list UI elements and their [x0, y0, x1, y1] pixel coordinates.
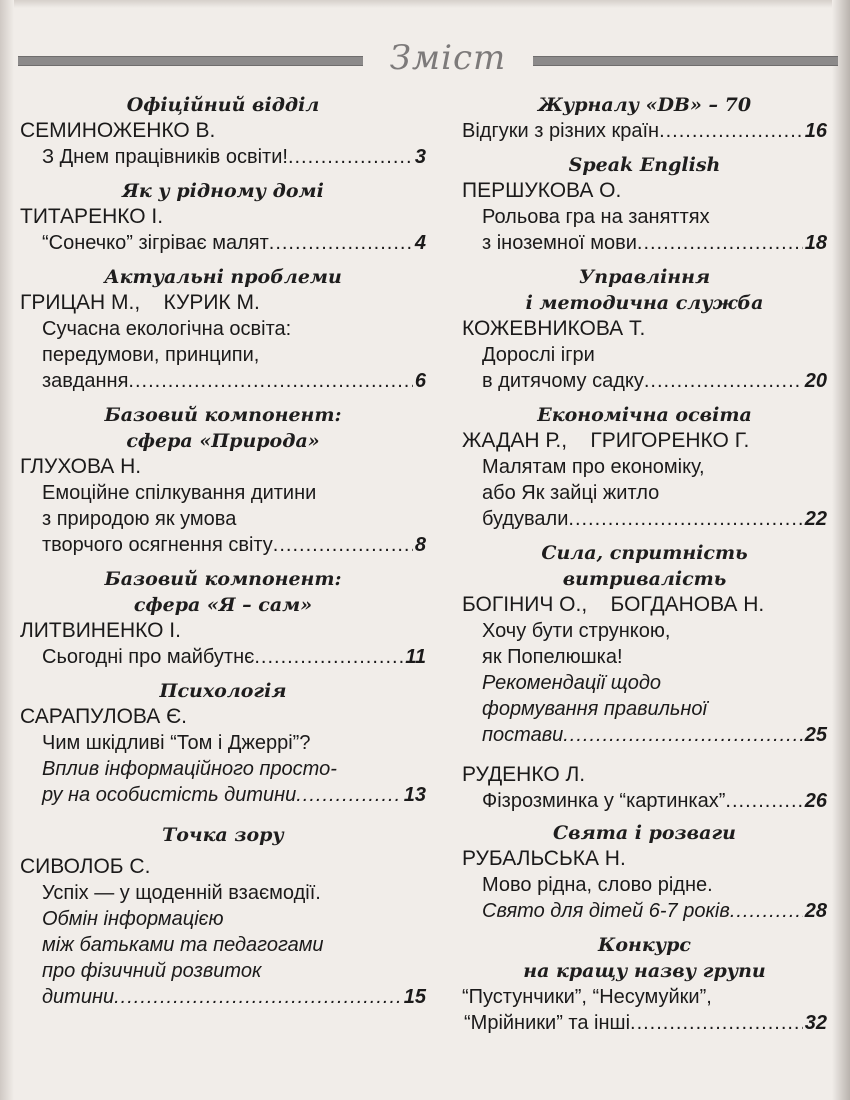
toc-entry[interactable]: дитини ..... 15: [20, 984, 426, 1010]
toc-section: [462, 92, 827, 144]
section-heading: Точка зору: [162, 824, 284, 846]
entry-line[interactable]: або Як зайці житло: [482, 482, 660, 504]
section-heading: Свята і розваги: [553, 822, 736, 844]
section-heading: на кращу назву групи: [523, 960, 766, 982]
page-number: 20: [804, 370, 827, 392]
page-edge-top: [0, 0, 850, 8]
author: РУБАЛЬСЬКА Н.: [462, 847, 626, 870]
entry-line[interactable]: Хочу бути стрункою,: [482, 620, 671, 642]
section-heading: Журналу «DB» – 70: [537, 94, 752, 116]
toc-entry[interactable]: творчого осягнення світу ..... 8: [20, 532, 426, 558]
author: ПЕРШУКОВА О.: [462, 179, 622, 202]
page-number: 11: [405, 646, 426, 668]
section-heading: Офіційний відділ: [126, 94, 320, 116]
entry-line[interactable]: Рольова гра на заняттях: [482, 206, 710, 228]
author: ЖАДАН Р., ГРИГОРЕНКО Г.: [462, 429, 750, 452]
page-number: 4: [414, 232, 426, 254]
entry-line[interactable]: Рекомендації щодо: [482, 672, 662, 694]
entry-line[interactable]: Чим шкідливі “Том і Джеррі”?: [42, 732, 311, 754]
toc-entry[interactable]: Фізрозминка у “картинках” ..... 26: [462, 788, 827, 814]
toc-section: [20, 402, 426, 558]
entry-line[interactable]: Малятам про економіку,: [482, 456, 705, 478]
toc-section: [20, 178, 426, 256]
section-heading: Управління: [578, 266, 711, 288]
section-heading: Базовий компонент:: [104, 404, 342, 426]
toc-entry[interactable]: в дитячому садку ..... 20: [462, 368, 827, 394]
toc-entry[interactable]: завдання ..... 6: [20, 368, 426, 394]
toc-entry[interactable]: постави ..... 25: [462, 722, 827, 748]
section-heading: Сила, спритність: [541, 542, 748, 564]
entry-line[interactable]: формування правильної: [482, 698, 707, 720]
page-number: 28: [804, 900, 827, 922]
title-rule-left: [18, 56, 363, 66]
page-number: 25: [804, 724, 827, 746]
entry-line[interactable]: Дорослі ігри: [482, 344, 595, 366]
toc-right-column: [462, 92, 827, 1036]
toc-section: [462, 540, 827, 748]
page-number: 8: [414, 534, 426, 556]
toc-entry[interactable]: Сьогодні про майбутнє ..... 11: [20, 644, 426, 670]
section-heading: Конкурс: [598, 934, 691, 956]
entry-line[interactable]: як Попелюшка!: [482, 646, 623, 668]
entry-line[interactable]: Успіх — у щоденній взаємодії.: [42, 882, 321, 904]
entry-line[interactable]: Сучасна екологічна освіта:: [42, 318, 292, 340]
toc-entry[interactable]: з іноземної мови ..... 18: [462, 230, 827, 256]
toc-section: [462, 820, 827, 924]
entry-line[interactable]: Вплив інформаційного просто-: [42, 758, 337, 780]
author: ГРИЦАН М., КУРИК М.: [20, 291, 260, 314]
toc-section: [462, 932, 827, 1036]
toc-section: [20, 566, 426, 670]
title-bar: [18, 40, 838, 80]
section-heading: Психологія: [159, 680, 287, 702]
entry-line[interactable]: “Пустунчики”, “Несумуйки”,: [462, 986, 712, 1008]
page-edge-left: [0, 0, 14, 1100]
title-rule-right: [533, 56, 838, 66]
page-number: 3: [414, 146, 426, 168]
section-heading: сфера «Я – сам»: [133, 594, 313, 616]
author: СЕМИНОЖЕНКО В.: [20, 119, 216, 142]
page-number: 13: [403, 784, 426, 806]
toc-entry[interactable]: З Днем працівників освіти! ..... 3: [20, 144, 426, 170]
author: ГЛУХОВА Н.: [20, 455, 142, 478]
toc-section: [20, 92, 426, 170]
author: ЛИТВИНЕНКО І.: [20, 619, 181, 642]
toc-section: [20, 822, 426, 1010]
toc-entry[interactable]: Відгуки з різних країн ..... 16: [462, 118, 827, 144]
author: ТИТАРЕНКО І.: [20, 205, 164, 228]
entry-line[interactable]: про фізичний розвиток: [42, 960, 262, 982]
entry-line[interactable]: між батьками та педагогами: [42, 934, 324, 956]
page-number: 6: [414, 370, 426, 392]
entry-line[interactable]: Обмін інформацією: [42, 908, 224, 930]
page-number: 15: [403, 986, 426, 1008]
section-heading: і методична служба: [525, 292, 764, 314]
toc-entry[interactable]: “Мрійники” та інші ..... 32: [462, 1010, 827, 1036]
page-number: 32: [804, 1012, 827, 1034]
entry-line[interactable]: Мово рідна, слово рідне.: [482, 874, 713, 896]
section-heading: витривалість: [562, 568, 727, 590]
section-heading: Speak English: [568, 154, 721, 176]
section-heading: Базовий компонент:: [104, 568, 342, 590]
toc-section: [462, 264, 827, 394]
toc-section: [462, 402, 827, 532]
page-number: 16: [804, 120, 827, 142]
toc-entry[interactable]: Свято для дітей 6-7 років ..... 28: [462, 898, 827, 924]
toc-entry[interactable]: ру на особистість дитини ..... 13: [20, 782, 426, 808]
toc-entry[interactable]: “Сонечко” зігріває малят ..... 4: [20, 230, 426, 256]
toc-section: [20, 678, 426, 808]
toc-section: [462, 762, 827, 814]
section-heading: Як у рідному домі: [122, 180, 324, 202]
section-heading: Економічна освіта: [537, 404, 752, 426]
page-edge-right: [832, 0, 850, 1100]
page-title: Зміст: [389, 38, 507, 78]
toc-section: [20, 264, 426, 394]
author: БОГІНИЧ О., БОГДАНОВА Н.: [462, 593, 765, 616]
toc-section: [462, 152, 827, 256]
section-heading: Актуальні проблеми: [104, 266, 342, 288]
author: САРАПУЛОВА Є.: [20, 705, 188, 728]
entry-line[interactable]: з природою як умова: [42, 508, 237, 530]
entry-line[interactable]: передумови, принципи,: [42, 344, 260, 366]
entry-line[interactable]: Емоційне спілкування дитини: [42, 482, 317, 504]
page-number: 22: [804, 508, 827, 530]
author: СИВОЛОБ С.: [20, 855, 151, 878]
toc-left-column: [20, 92, 426, 1010]
author: КОЖЕВНИКОВА Т.: [462, 317, 646, 340]
author: РУДЕНКО Л.: [462, 763, 586, 786]
section-heading: сфера «Природа»: [126, 430, 320, 452]
page-number: 26: [804, 790, 827, 812]
page-number: 18: [804, 232, 827, 254]
toc-entry[interactable]: будували ..... 22: [462, 506, 827, 532]
